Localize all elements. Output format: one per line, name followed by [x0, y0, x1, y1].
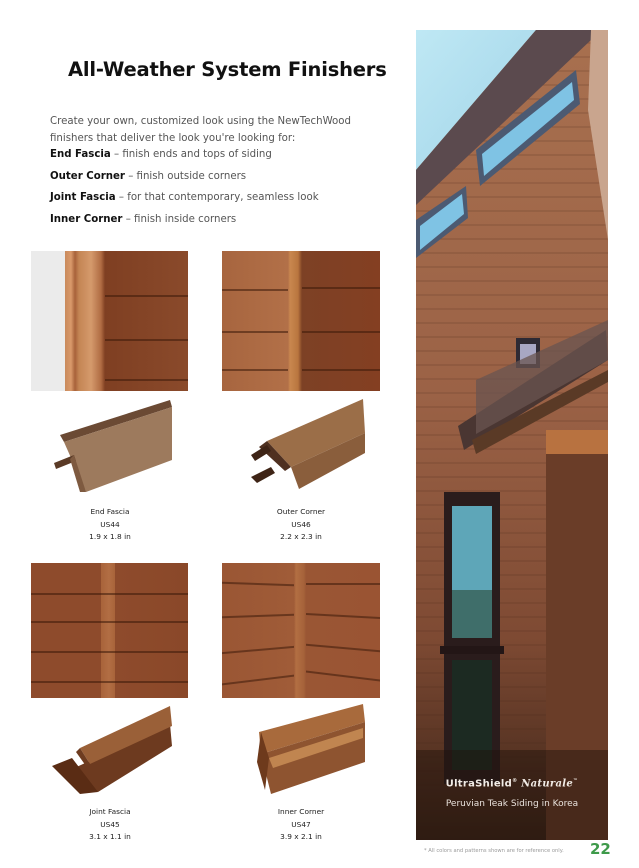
- feature-desc: – finish ends and tops of siding: [110, 149, 272, 160]
- end-fascia-profile-render: [50, 395, 180, 495]
- feature-desc: – finish inside corners: [122, 213, 237, 225]
- feature-name: Outer Corner: [50, 170, 125, 182]
- intro-paragraph: Create your own, customized look using the NewTechWood finishers that deliver the look you're looking for:: [50, 116, 351, 144]
- brand-script: Naturale: [521, 778, 574, 790]
- page-title: All-Weather System Finishers: [68, 58, 387, 81]
- brand-caption: [416, 778, 608, 789]
- feature-item: [50, 214, 395, 236]
- joint-fascia-siding-photo: [31, 563, 188, 698]
- feature-name: End Fascia: [50, 149, 111, 160]
- inner-corner-profile-render: [255, 702, 370, 797]
- brand-mark: ®: [512, 778, 518, 784]
- feature-list: [50, 149, 395, 235]
- feature-desc: – finish outside corners: [124, 170, 247, 182]
- product-name: Joint Fascia: [89, 807, 131, 816]
- feature-item: [50, 192, 395, 214]
- product-size: 2.2 x 2.3 in: [280, 532, 322, 541]
- product-caption: [222, 806, 380, 844]
- building-illustration: [416, 30, 608, 840]
- footnote: * All colors and patterns shown are for reference only.: [424, 848, 564, 854]
- outer-corner-profile-render: [245, 393, 370, 498]
- product-name: Inner Corner: [277, 807, 325, 816]
- product-name: Outer Corner: [276, 507, 326, 516]
- joint-fascia-profile-render: [50, 702, 180, 797]
- feature-name: Joint Fascia: [50, 192, 116, 203]
- product-code: US46: [291, 519, 311, 529]
- page-number: 22: [590, 840, 611, 858]
- outer-corner-siding-photo: [222, 251, 380, 391]
- product-size: 1.9 x 1.8 in: [89, 532, 131, 541]
- product-caption: [31, 806, 189, 844]
- product-size: 3.1 x 1.1 in: [89, 832, 131, 841]
- product-code: US45: [100, 819, 120, 829]
- product-name: End Fascia: [90, 507, 130, 516]
- product-code: US47: [291, 819, 311, 829]
- brand-tm: ™: [573, 778, 579, 784]
- product-caption: [31, 506, 189, 544]
- feature-desc: – for that contemporary, seamless look: [115, 192, 319, 203]
- product-caption: [222, 506, 380, 544]
- photo-subtitle: Peruvian Teak Siding in Korea: [445, 799, 579, 809]
- inner-corner-siding-photo: [222, 563, 380, 698]
- product-code: US44: [100, 519, 120, 529]
- product-size: 3.9 x 2.1 in: [280, 832, 322, 841]
- feature-item: [50, 171, 395, 193]
- building-siding-photo: [416, 30, 608, 840]
- feature-item: [50, 149, 395, 171]
- feature-name: Inner Corner: [50, 213, 123, 225]
- brand-name: UltraShield: [445, 778, 513, 790]
- end-fascia-siding-photo: [31, 251, 188, 391]
